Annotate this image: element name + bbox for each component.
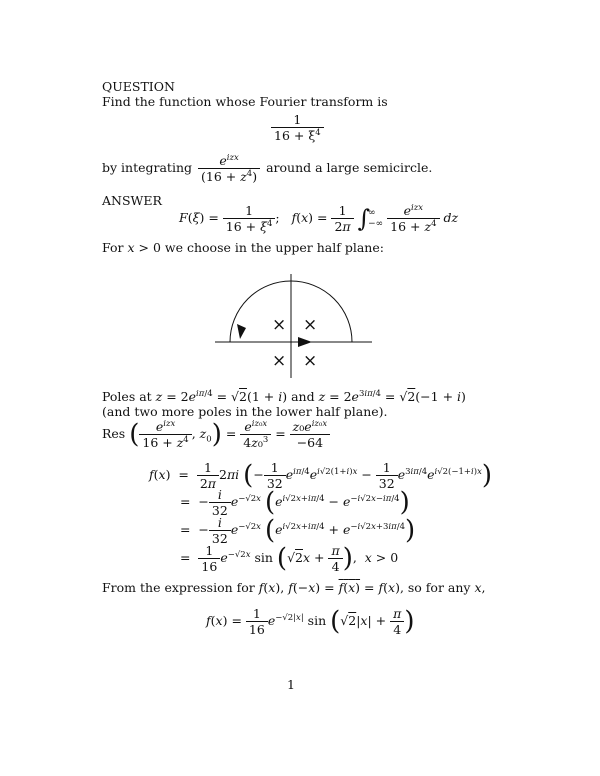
from-expression-line: From the expression for f(x), f(−x) = f(x) = f(x), so for any x, [102, 580, 486, 595]
question-fraction [271, 113, 324, 142]
around-text: around a large semicircle. [266, 160, 433, 175]
fraction-denominator: 16 + ξ [274, 128, 316, 143]
poles-line: Poles at $z = 2e^{i\pi/4} = √2(1 + i)$ and $z = 2e^{3i\pi/4} = √2(-1 + i)$ [102, 388, 466, 404]
derivation-row-2: = − $\frac{i}{32}$ $e^{-√2x}$ $(e^{i√2x+i\pi/4} - e^{-i√2x-i\pi/4})$ [180, 487, 410, 518]
pole-marker-lower-left: × [272, 351, 287, 371]
derivation-row-1: f(x) = $\frac{1}{2\pi}$ 2πi (− $\frac{1}{32}$ $e^{i\pi/4}e^{i√2(1+i)x}$ − $\frac{1}{32}$ $e^{3i\pi/4}e^{i√2(-1+i)x}$) [149, 460, 493, 491]
integrand-numerator: $e^{izx}$ [198, 154, 260, 169]
integrand-denominator: $(16 + z^4)$ [201, 168, 258, 184]
fraction-numerator: 1 [271, 113, 324, 128]
fraction-exponent: 4 [315, 127, 321, 138]
pole-marker-upper-left: × [272, 315, 287, 335]
answer-heading: ANSWER [102, 193, 162, 208]
contour-diagram [215, 272, 375, 380]
arc-arrow-icon [237, 324, 246, 339]
derivation-row-4: = $\frac{1}{16}$ $e^{-√2x}$ sin (√2x + $\frac{\pi}{4}$ ), x > 0 [180, 543, 399, 574]
derivation-row-3: = − $\frac{i}{32}$ $e^{-√2x}$ $(e^{i√2x+i\pi/4} + e^{-i√2x+3i\pi/4})$ [180, 515, 416, 546]
for-x-line: For x > 0 we choose in the upper half plane: [102, 240, 384, 255]
poles-note: (and two more poles in the lower half plane). [102, 404, 388, 419]
answer-equation: F(ξ) = $\frac{1}{16 + \xi^4}$ ; f(x) = $\frac{1}{2\pi}$ ∫∞ −∞ $\frac{e^{izx}}{16 + z^4}$ dz [179, 202, 459, 234]
pole-marker-lower-right: × [303, 351, 318, 371]
pole-marker-upper-right: × [303, 315, 318, 335]
question-heading: QUESTION [102, 79, 175, 94]
residue-line: Res ( $\frac{e^{izx}}{16 + z^4}$ , $z_0$) = $\frac{e^{iz_0x}}{4z_0^3}$ = $\frac{z_0e^{iz_0x}}{-64}$ [102, 417, 330, 451]
integrating-line [102, 153, 432, 183]
final-result: f(x) = $\frac{1}{16}$ $e^{-√2|x|}$ sin (√2|x| + $\frac{\pi}{4}$ ) [206, 606, 415, 637]
page-number: 1 [287, 677, 295, 692]
question-text: Find the function whose Fourier transform is [102, 94, 388, 109]
by-integrating-text: by integrating [102, 160, 193, 175]
axis-arrow-icon [298, 337, 312, 347]
